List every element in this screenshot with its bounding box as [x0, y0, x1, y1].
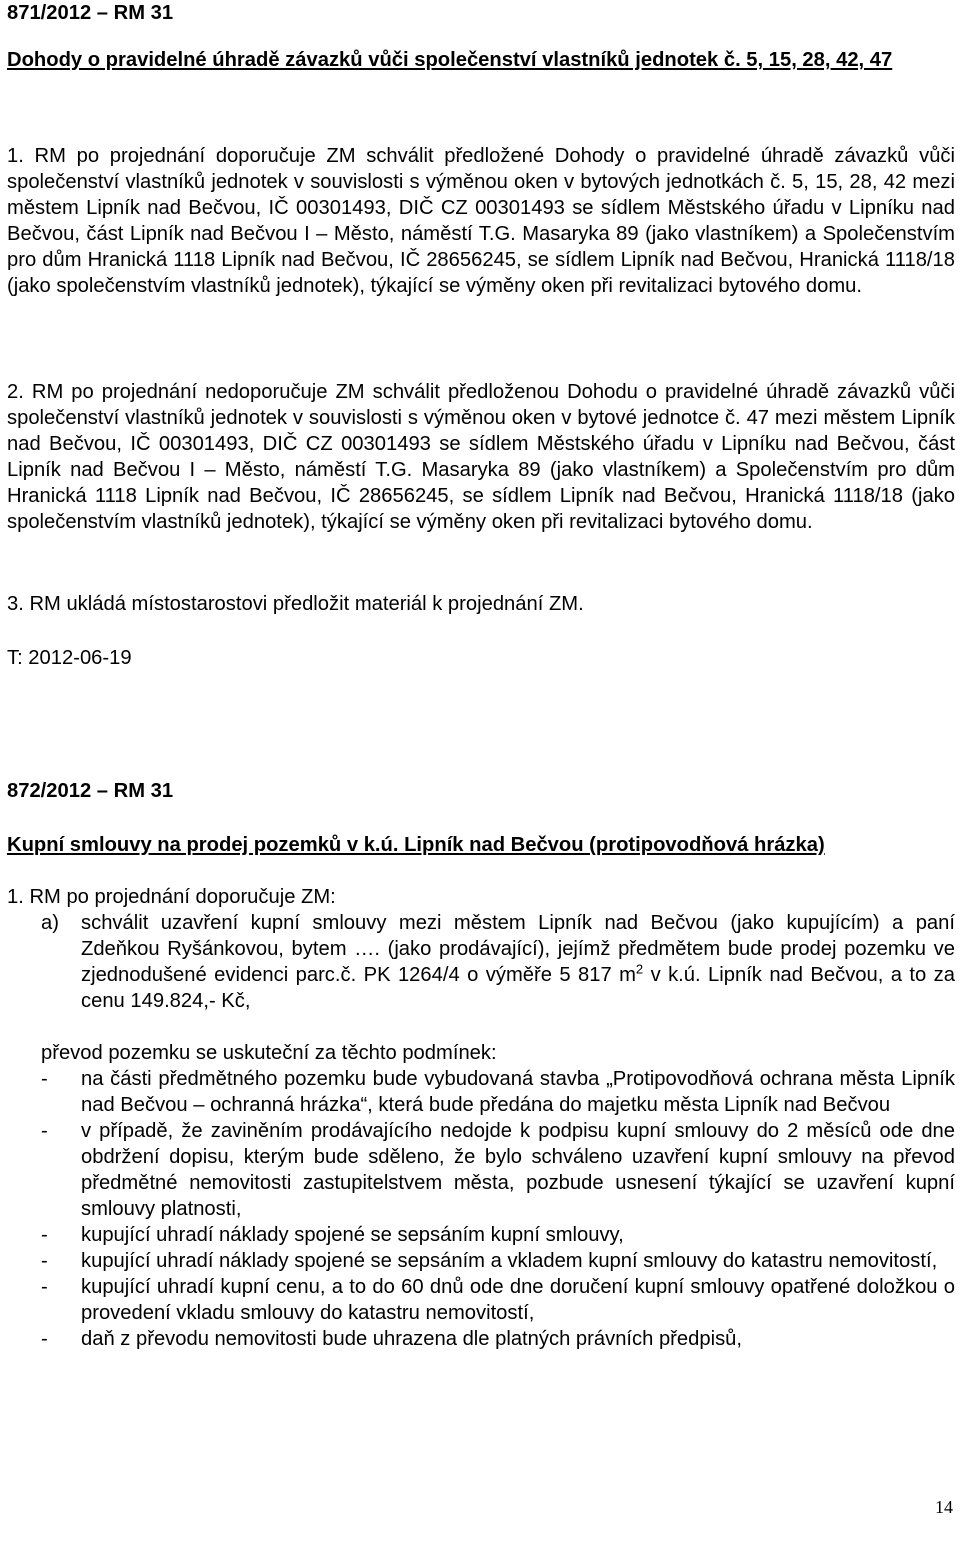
conditions-intro: převod pozemku se uskuteční za těchto podmínek:: [41, 1042, 497, 1064]
condition-text: kupující uhradí náklady spojené se sepsáním kupní smlouvy,: [81, 1224, 624, 1246]
point-text: RM po projednání nedoporučuje ZM schválit předloženou Dohodu o pravidelné úhradě závazků vůči společenství vlastníků jednotek v souvislosti s výměnou oken v bytové jednotce č. 47 mezi městem Lipník nad Bečvou, IČ 00301493, DIČ CZ 00301493 se sídlem Městského úřadu v Lipníku nad Bečvou, část Lipník nad Bečvou I – Město, náměstí T.G. Masaryka 89 (jako vlastníkem) a Společenstvím pro dům Hranická 1118 Lipník nad Bečvou, IČ 28656245, se sídlem Lipník nad Bečvou, Hranická 1118/18 (jako společenstvím vlastníků jednotek), týkající se výměny oken při revitalizaci bytového domu.: [7, 381, 956, 533]
condition-text: kupující uhradí náklady spojené se sepsáním a vkladem kupní smlouvy do katastru nemovitostí,: [81, 1250, 938, 1272]
resolution-title-872: 872/2012 – RM 31: [7, 780, 174, 802]
dash-marker: -: [41, 1068, 48, 1090]
deadline: T: 2012-06-19: [7, 647, 132, 669]
condition-text: na části předmětného pozemku bude vybudovaná stavba „Protipovodňová ochrana města Lipník nad Bečvou – ochranná hrázka“, která bude předána do majetku města Lipník nad Bečvou: [81, 1068, 955, 1116]
conditions-list: [7, 1066, 955, 1352]
point-number: 3.: [7, 593, 24, 615]
condition-item: [7, 1248, 955, 1274]
subitem-a: [7, 910, 955, 1014]
dash-marker: -: [41, 1224, 48, 1246]
point-number: 1.: [7, 886, 24, 908]
resolution-heading-871: Dohody o pravidelné úhradě závazků vůči společenství vlastníků jednotek č. 5, 15, 28, 42, 47: [7, 49, 893, 71]
condition-text: daň z převodu nemovitosti bude uhrazena dle platných právních předpisů,: [81, 1328, 743, 1350]
point-number: 2.: [7, 381, 24, 403]
condition-text: kupující uhradí kupní cenu, a to do 60 dnů ode dne doručení kupní smlouvy opatřené doložkou o provedení vkladu smlouvy do katastru nemovitostí,: [81, 1276, 955, 1324]
condition-item: [7, 1066, 955, 1118]
resolution-872-subitems: [7, 910, 955, 1014]
point-text: RM po projednání doporučuje ZM:: [29, 886, 336, 908]
point-text: RM po projednání doporučuje ZM schválit předložené Dohody o pravidelné úhradě závazků vůči společenství vlastníků jednotek v souvislosti s výměnou oken v bytových jednotkách č. 5, 15, 28, 42 mezi městem Lipník nad Bečvou, IČ 00301493, DIČ CZ 00301493 se sídlem Městského úřadu v Lipníku nad Bečvou, část Lipník nad Bečvou I – Město, náměstí T.G. Masaryka 89 (jako vlastníkem) a Společenstvím pro dům Hranická 1118 Lipník nad Bečvou, IČ 28656245, se sídlem Lipník nad Bečvou, Hranická 1118/18 (jako společenstvím vlastníků jednotek), týkající se výměny oken při revitalizaci bytového domu.: [7, 145, 955, 297]
dash-marker: -: [41, 1120, 48, 1142]
dash-marker: -: [41, 1250, 48, 1272]
page-number: 14: [935, 1497, 953, 1517]
resolution-871-point-1: [7, 143, 955, 299]
condition-item: [7, 1222, 955, 1248]
condition-item: [7, 1326, 955, 1352]
point-text: RM ukládá místostarostovi předložit materiál k projednání ZM.: [29, 593, 584, 615]
condition-item: [7, 1274, 955, 1326]
subitem-text: [81, 910, 955, 1014]
resolution-title-871: 871/2012 – RM 31: [7, 2, 174, 24]
area-unit-superscript: 2: [635, 961, 644, 977]
subitem-text-end: v k.ú. Lipník nad Bečvou, a to za cenu 149.824,- Kč,: [81, 964, 955, 1012]
dash-marker: -: [41, 1276, 48, 1298]
point-number: 1.: [7, 145, 24, 167]
resolution-heading-872: Kupní smlouvy na prodej pozemků v k.ú. Lipník nad Bečvou (protipovodňová hrázka): [7, 834, 825, 856]
dash-marker: -: [41, 1328, 48, 1350]
resolution-871-point-2: [7, 379, 955, 535]
subitem-text-main: schválit uzavření kupní smlouvy mezi městem Lipník nad Bečvou (jako kupujícím) a paní Zdeňkou Ryšánkovou, bytem …. (jako prodávající), jejímž předmětem bude prodej pozemku ve zjednodušené evidenci parc.č. PK 1264/4 o výměře 5 817 m: [81, 912, 955, 986]
condition-text: v případě, že zaviněním prodávajícího nedojde k podpisu kupní smlouvy do 2 měsíců ode dne obdržení dopisu, kterým bude sděleno, že bylo schváleno uzavření kupní smlouvy na převod předmětné nemovitosti zastupitelstvem města, pozbude usnesení týkající se uzavření kupní smlouvy platnosti,: [81, 1120, 955, 1220]
resolution-871-point-3: [7, 591, 955, 617]
resolution-872-point-1: [7, 884, 955, 910]
subitem-marker: a): [41, 912, 59, 934]
condition-item: [7, 1118, 955, 1222]
